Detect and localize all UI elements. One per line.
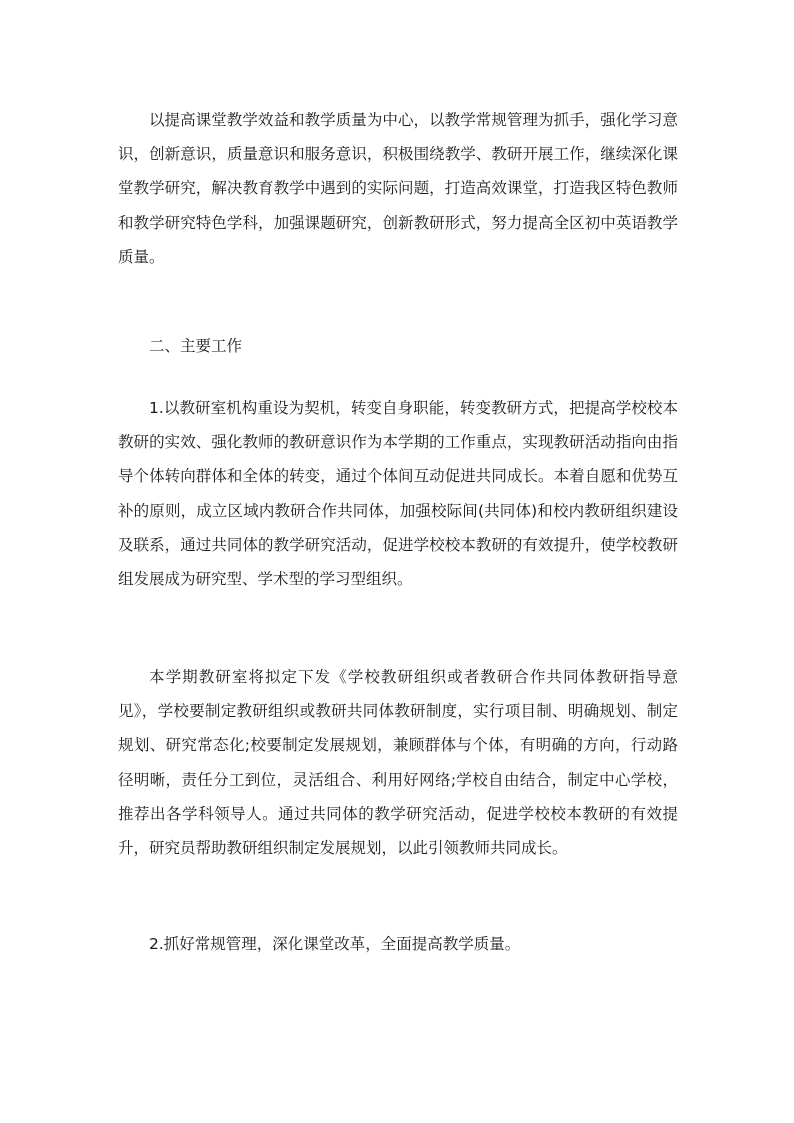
paragraph-item-1: 1.以教研室机构重设为契机，转变自身职能，转变教研方式，把提高学校校本教研的实效、强化教师的教研意识作为本学期的工作重点，实现教研活动指向由指导个体转向群体和全体的转变，通过个体间互动促进共同成长。本着自愿和优势互补的原则，成立区域内教研合作共同体，加强校际间(共同体)和校内教研组织建设及联系，通过共同体的教学研究活动，促进学校校本教研的有效提升，使学校教研组发展成为研究型、学术型的学习型组织。: [118, 399, 678, 589]
paragraph-item-2: 2.抓好常规管理，深化课堂改革，全面提高教学质量。: [149, 935, 521, 953]
paragraph-guidance-plan: 本学期教研室将拟定下发《学校教研组织或者教研合作共同体教研指导意见》，学校要制定教研组织或教研共同体教研制度，实行项目制、明确规划、制定规划、研究常态化;校要制定发展规划，兼顾群体与个体，有明确的方向，行动路径明晰，责任分工到位，灵活组合、利用好网络;学校自由结合，制定中心学校，推荐出各学科领导人。通过共同体的教学研究活动，促进学校校本教研的有效提升，研究员帮助教研组织制定发展规划，以此引领教师共同成长。: [118, 668, 678, 858]
paragraph-guiding-idea: 以提高课堂教学效益和教学质量为中心，以教学常规管理为抓手，强化学习意识，创新意识，质量意识和服务意识，积极围绕教学、教研开展工作，继续深化课堂教学研究，解决教育教学中遇到的实际问题，打造高效课堂，打造我区特色教师和教学研究特色学科，加强课题研究，创新教研形式，努力提高全区初中英语教学质量。: [118, 111, 678, 266]
section-heading-main-work: 二、主要工作: [149, 337, 243, 355]
